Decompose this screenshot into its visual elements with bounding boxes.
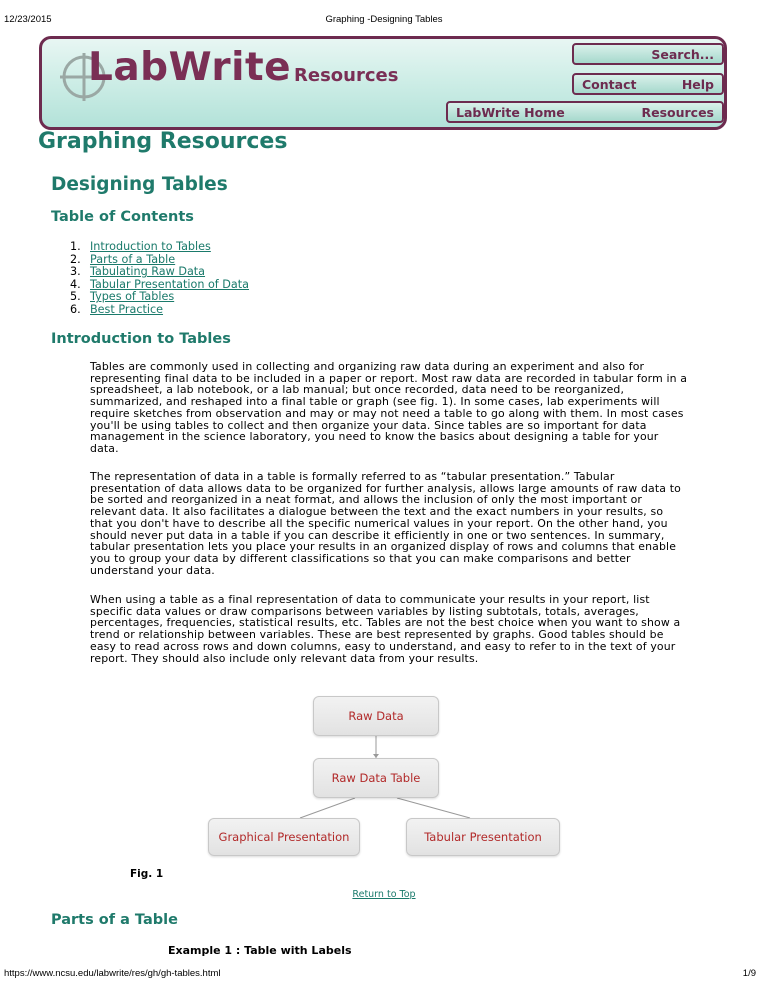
toc-link-tabulating[interactable]: Tabulating Raw Data [90, 265, 206, 279]
contact-link[interactable]: Contact [582, 76, 637, 92]
print-date: 12/23/2015 [4, 14, 52, 25]
intro-paragraph-3: When using a table as a final representation of data to communicate your results in your report, list specific data values or draw comparisons between variables by listing subtotals, totals, averages, percentages, frequencies, statistical results, etc. Tables are not the best choice when you want to show a trend or relationship between variables. These are best represented by graphs. Good tables should be easy to read across rows and down columns, easy to understand, and easy to refer to in the text of your report. They should also include only relevant data from your results. [90, 593, 681, 665]
toc-link-introduction[interactable]: Introduction to Tables [90, 240, 211, 253]
toc-item: 4. Tabular Presentation of Data [70, 277, 250, 291]
return-to-top-link[interactable]: Return to Top [352, 889, 416, 900]
raw-data-table-box: Raw Data Table [313, 758, 439, 798]
print-url: https://www.ncsu.edu/labwrite/res/gh/gh-tables.html [4, 968, 221, 979]
parts-heading: Parts of a Table [51, 912, 178, 928]
site-banner [39, 36, 727, 130]
section-title: Designing Tables [51, 174, 228, 195]
main-nav-bar [446, 101, 724, 123]
intro-paragraph-2: The representation of data in a table is formally referred to as “tabular presentation.” Tabular presentation of data allows data to be organized for further analysis, allows large amounts of raw data to be sorted and reorganized in a neat format, and allows the inclusion of only the most important or relevant data. It also facilitates a dialogue between the text and the exact numbers in your results, so that you don't have to describe all the specific numerical values in your report. On the other hand, you should never put data in a table if you can describe it efficiently in one or two sentences. In summary, tabular presentation lets you place your results in an organized display of rows and columns that enable you to group your data by different classifications so that you can make comparisons and better understand your data. [90, 470, 681, 577]
print-page-number: 1/9 [742, 968, 756, 979]
help-link[interactable]: Help [681, 76, 714, 92]
toc-heading: Table of Contents [51, 209, 194, 225]
tabular-presentation-box: Tabular Presentation [406, 818, 560, 856]
print-title: Graphing -Designing Tables [325, 14, 443, 25]
toc-link-tabular-presentation[interactable]: Tabular Presentation of Data [90, 277, 250, 291]
toc-item: 5. Types of Tables [70, 290, 175, 304]
figure-1-diagram [205, 694, 565, 864]
toc-link-types[interactable]: Types of Tables [90, 290, 175, 304]
search-label: Search... [651, 46, 714, 62]
search-button[interactable] [572, 43, 724, 65]
raw-data-box: Raw Data [313, 696, 439, 736]
site-logo[interactable]: LabWrite [88, 45, 292, 90]
toc-item: 6. Best Practice [70, 302, 164, 316]
toc-link-best-practice[interactable]: Best Practice [90, 302, 164, 316]
resources-link[interactable]: Resources [641, 104, 714, 120]
page-title: Graphing Resources [38, 129, 288, 154]
intro-paragraph-1: Tables are commonly used in collecting and organizing raw data during an experiment and also for representing final data to be included in a paper or report. Most raw data are recorded in tabular form in a spreadsheet, a lab notebook, or a lab manual; but once recorded, data need to be reorganized, summarized, and reshaped into a final table or graph (see fig. 1). In some cases, lab experiments will require sketches from observation and may or may not need a table to go along with them. In most cases you'll be using tables to collect and then organize your data. Since tables are so important for data management in the science laboratory, you need to know the basics about designing a table for your data. [90, 360, 688, 455]
return-to-top [0, 889, 768, 900]
toc-item: 1. Introduction to Tables [70, 240, 211, 253]
toc-item: 3. Tabulating Raw Data [70, 265, 206, 279]
toc-item: 2. Parts of a Table [70, 252, 176, 266]
graphical-presentation-box: Graphical Presentation [208, 818, 360, 856]
table-of-contents [70, 241, 249, 317]
example-caption: Example 1 : Table with Labels [168, 944, 352, 957]
site-logo-subtitle: Resources [294, 65, 399, 86]
labwrite-home-link[interactable]: LabWrite Home [456, 104, 565, 120]
intro-heading: Introduction to Tables [51, 331, 231, 347]
figure-caption: Fig. 1 [130, 868, 164, 880]
toc-link-parts[interactable]: Parts of a Table [90, 252, 176, 266]
contact-help-bar [572, 73, 724, 95]
